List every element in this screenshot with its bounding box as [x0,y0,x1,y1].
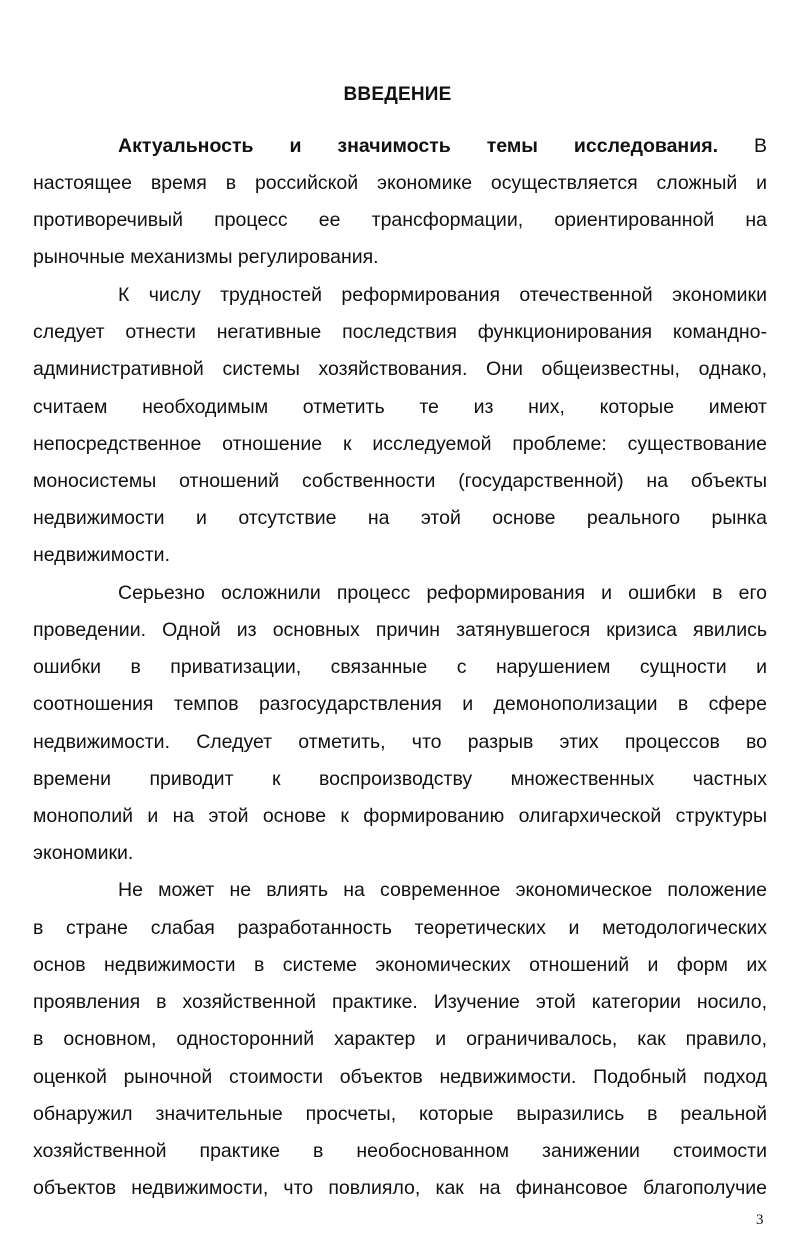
paragraph-line: Серьезно осложнили процесс реформирования и ошибки в его [118,582,767,604]
page-number: 3 [756,1212,764,1228]
paragraph-line: в стране слабая разработанность теоретических и методологических [33,917,767,939]
paragraph-line [118,134,767,158]
paragraph-line: следует отнести негативные последствия функционирования командно- [33,321,767,343]
paragraph-line: противоречивый процесс ее трансформации, ориентированной на [33,209,767,231]
paragraph-line: времени приводит к воспроизводству множественных частных [33,768,767,790]
paragraph-line: административной системы хозяйствования. Они общеизвестны, однако, [33,358,767,380]
paragraph-line: недвижимости. [33,544,170,566]
paragraph-line: рыночные механизмы регулирования. [33,246,379,268]
paragraph-line: моносистемы отношений собственности (государственной) на объекты [33,470,767,492]
paragraph-line: в основном, односторонний характер и ограничивалось, как правило, [33,1028,767,1050]
paragraph-line: Не может не влиять на современное экономическое положение [118,879,767,901]
paragraph-line: хозяйственной практике в необоснованном занижении стоимости [33,1140,767,1162]
paragraph-line: недвижимости. Следует отметить, что разрыв этих процессов во [33,731,767,753]
page-title: ВВЕДЕНИЕ [343,84,452,105]
paragraph-line: соотношения темпов разгосударствления и демонополизации в сфере [33,693,767,715]
paragraph-line: оценкой рыночной стоимости объектов недвижимости. Подобный подход [33,1066,767,1088]
paragraph-line: настоящее время в российской экономике осуществляется сложный и [33,172,767,194]
paragraph-line: считаем необходимым отметить те из них, которые имеют [33,396,767,418]
paragraph-line: объектов недвижимости, что повлияло, как на финансовое благополучие [33,1177,767,1199]
paragraph-line: К числу трудностей реформирования отечественной экономики [118,284,767,306]
paragraph-line: проведении. Одной из основных причин затянувшегося кризиса явились [33,619,767,641]
paragraph-line: непосредственное отношение к исследуемой проблеме: существование [33,433,767,455]
paragraph-line: обнаружил значительные просчеты, которые выразились в реальной [33,1103,767,1125]
paragraph-line: экономики. [33,842,134,864]
line-tail: В [753,135,767,157]
paragraph-line: недвижимости и отсутствие на этой основе реального рынка [33,507,767,529]
section-lead: Актуальность и значимость темы исследования. [118,135,718,157]
paragraph-line: основ недвижимости в системе экономических отношений и форм их [33,954,767,976]
paragraph-line: ошибки в приватизации, связанные с нарушением сущности и [33,656,767,678]
paragraph-line: проявления в хозяйственной практике. Изучение этой категории носило, [33,991,767,1013]
paragraph-line: монополий и на этой основе к формированию олигархической структуры [33,805,767,827]
